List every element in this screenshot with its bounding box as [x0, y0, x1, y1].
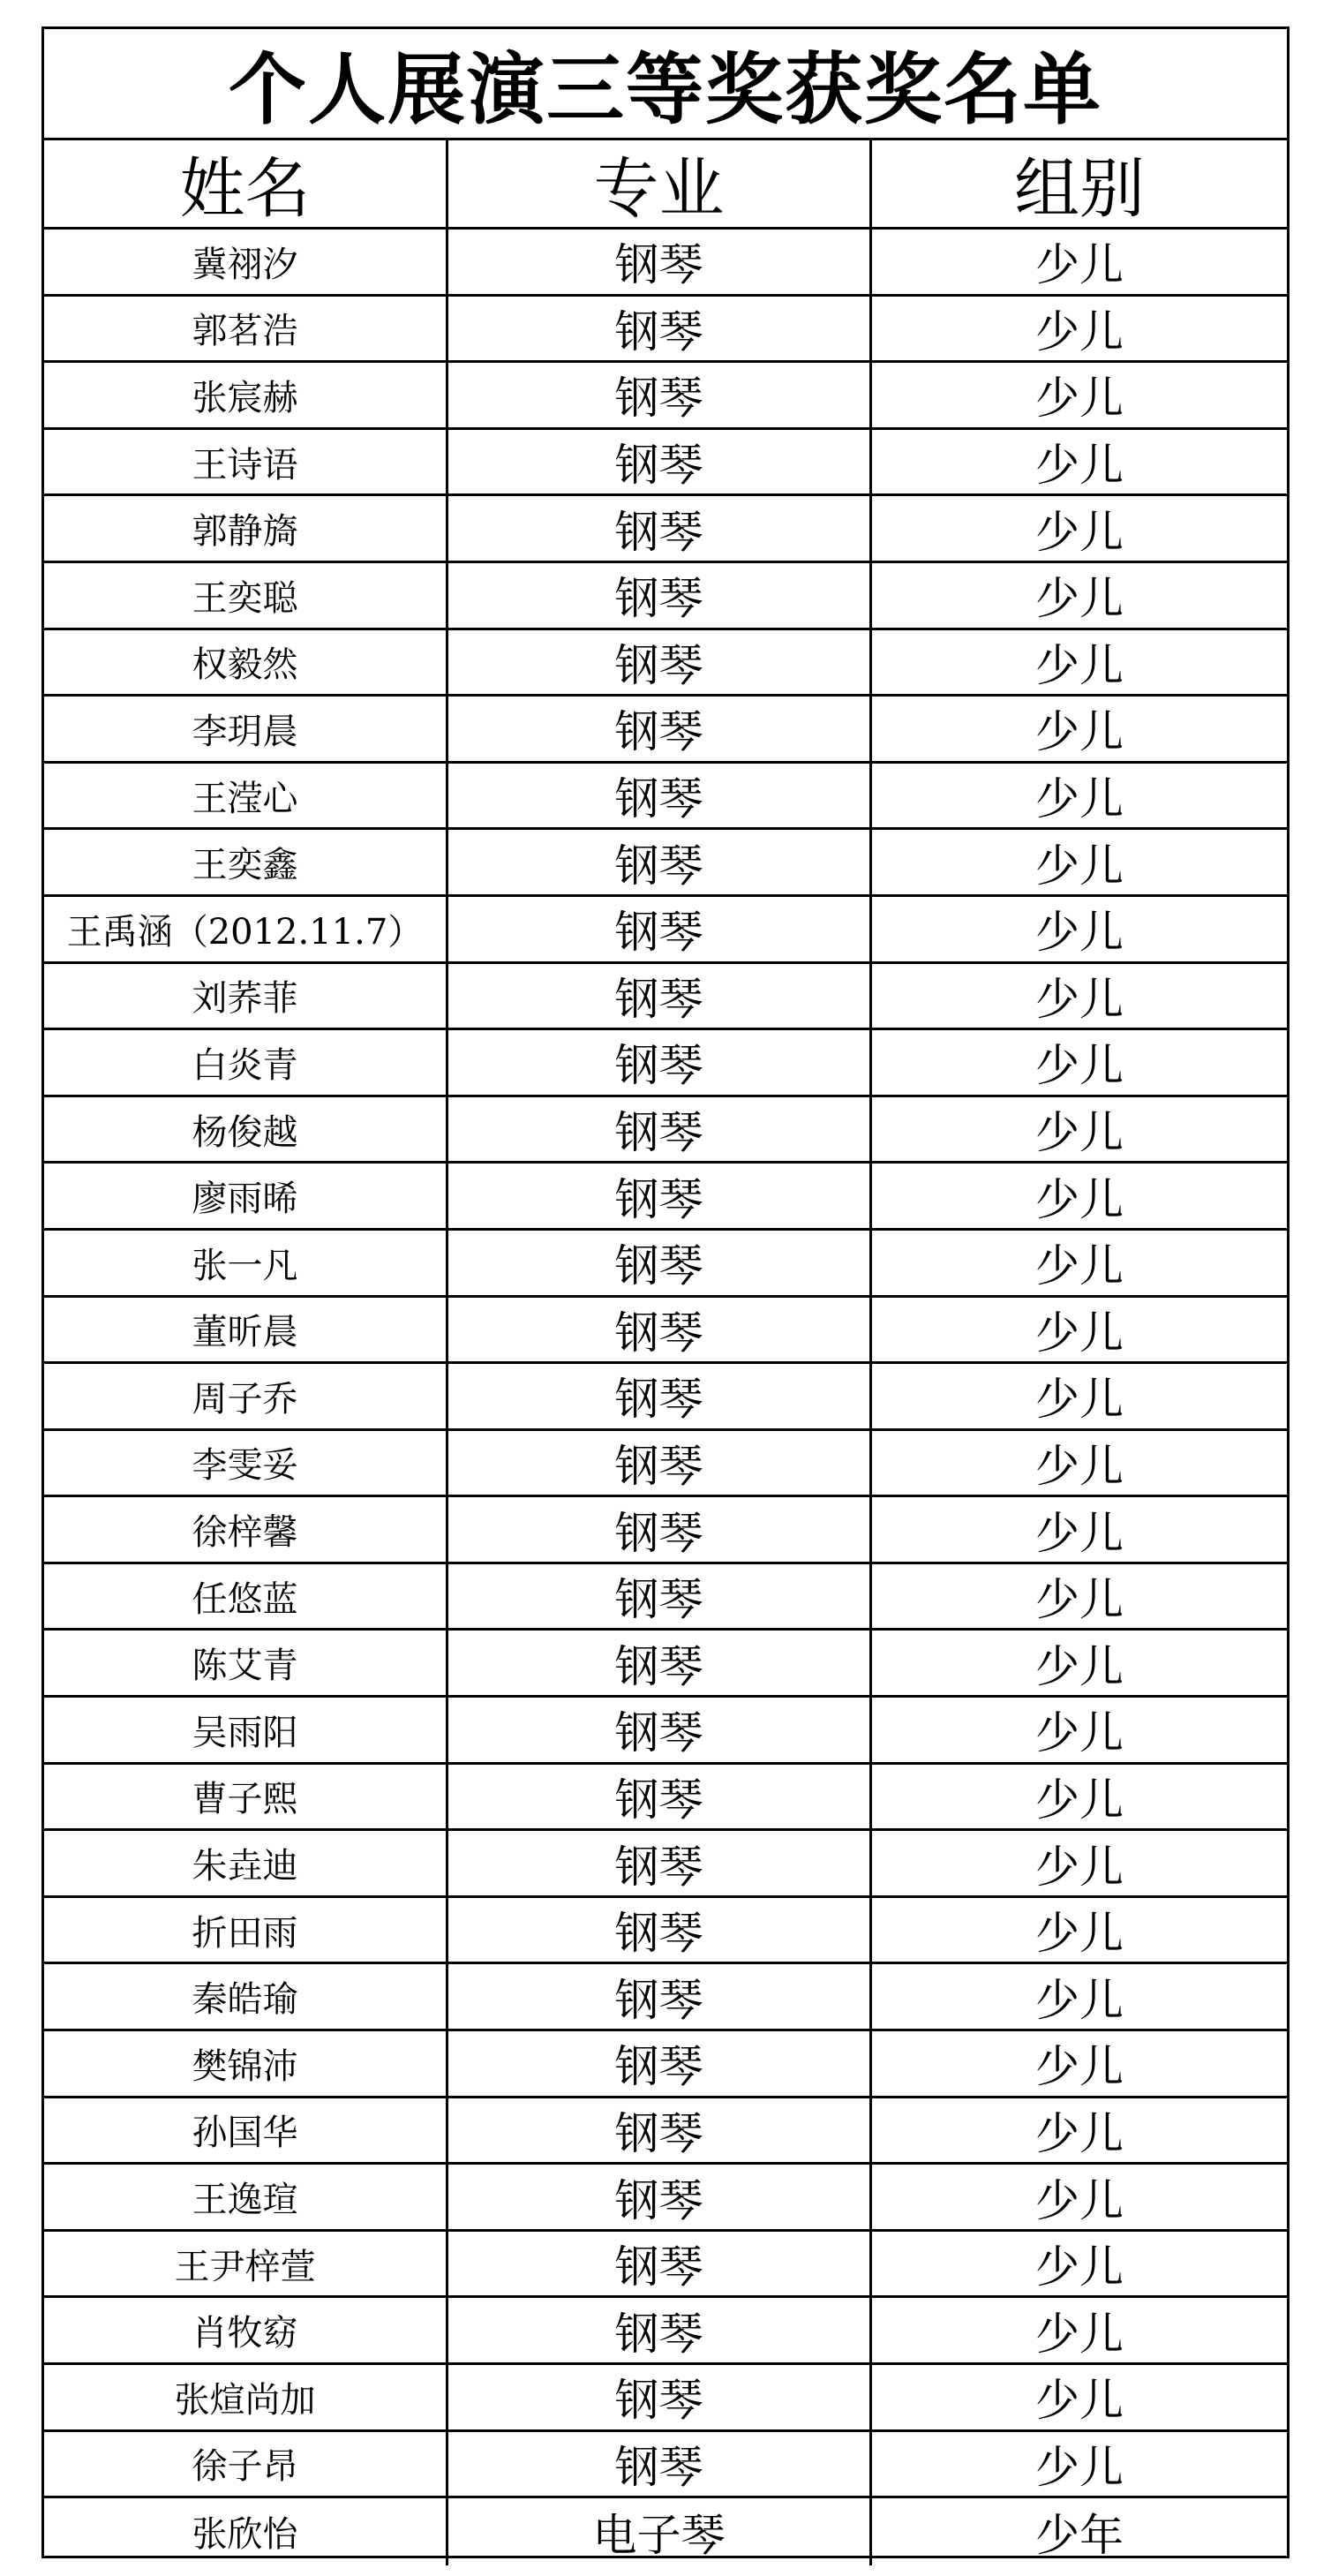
- cell-major: 钢琴: [448, 563, 872, 630]
- cell-group: 少儿: [872, 1030, 1287, 1097]
- cell-group: 少儿: [872, 430, 1287, 497]
- cell-group: 少儿: [872, 2098, 1287, 2165]
- cell-name: 徐子昂: [44, 2432, 448, 2499]
- cell-group: 少儿: [872, 1431, 1287, 1498]
- cell-major: 钢琴: [448, 764, 872, 831]
- cell-group: 少儿: [872, 830, 1287, 897]
- cell-major: 钢琴: [448, 2232, 872, 2299]
- cell-major: 钢琴: [448, 2432, 872, 2499]
- award-list-sheet: [41, 26, 1290, 2561]
- cell-major: 钢琴: [448, 2165, 872, 2232]
- cell-name: 张一凡: [44, 1231, 448, 1298]
- cell-major: 钢琴: [448, 1698, 872, 1765]
- award-table: [44, 140, 1287, 2565]
- page-title: 个人展演三等奖获奖名单: [44, 29, 1287, 140]
- cell-major: 钢琴: [448, 1431, 872, 1498]
- cell-group: 少儿: [872, 1231, 1287, 1298]
- cell-major: 钢琴: [448, 2298, 872, 2365]
- cell-name: 孙国华: [44, 2098, 448, 2165]
- cell-name: 王禹涵（2012.11.7）: [44, 897, 448, 964]
- cell-group: 少儿: [872, 1497, 1287, 1564]
- cell-name: 肖牧窈: [44, 2298, 448, 2365]
- cell-name: 郭茗浩: [44, 297, 448, 364]
- cell-major: 钢琴: [448, 2098, 872, 2165]
- cell-group: 少儿: [872, 1831, 1287, 1898]
- cell-group: 少儿: [872, 2432, 1287, 2499]
- cell-name: 李玥晨: [44, 697, 448, 764]
- cell-major: 钢琴: [448, 430, 872, 497]
- cell-name: 朱垚迪: [44, 1831, 448, 1898]
- cell-major: 钢琴: [448, 1097, 872, 1164]
- cell-group: 少儿: [872, 297, 1287, 364]
- cell-major: 钢琴: [448, 897, 872, 964]
- cell-major: 钢琴: [448, 1898, 872, 1965]
- cell-name: 权毅然: [44, 630, 448, 697]
- cell-name: 张欣怡: [44, 2498, 448, 2565]
- cell-name: 周子乔: [44, 1364, 448, 1431]
- cell-name: 王尹梓萱: [44, 2232, 448, 2299]
- cell-group: 少儿: [872, 630, 1287, 697]
- cell-major: 钢琴: [448, 1164, 872, 1231]
- cell-name: 王逸瑄: [44, 2165, 448, 2232]
- cell-major: 钢琴: [448, 2365, 872, 2432]
- cell-major: 钢琴: [448, 697, 872, 764]
- cell-major: 钢琴: [448, 630, 872, 697]
- cell-group: 少儿: [872, 897, 1287, 964]
- cell-group: 少儿: [872, 1364, 1287, 1431]
- cell-major: 钢琴: [448, 363, 872, 430]
- cell-name: 杨俊越: [44, 1097, 448, 1164]
- cell-group: 少儿: [872, 1564, 1287, 1631]
- cell-group: 少儿: [872, 2298, 1287, 2365]
- cell-name: 徐梓馨: [44, 1497, 448, 1564]
- cell-name: 王奕鑫: [44, 830, 448, 897]
- cell-name: 任悠蓝: [44, 1564, 448, 1631]
- cell-major: 钢琴: [448, 1564, 872, 1631]
- cell-major: 钢琴: [448, 2031, 872, 2098]
- cell-major: 钢琴: [448, 1298, 872, 1365]
- cell-name: 曹子熙: [44, 1765, 448, 1832]
- cell-name: 张宸赫: [44, 363, 448, 430]
- cell-major: 钢琴: [448, 1831, 872, 1898]
- cell-name: 董昕晨: [44, 1298, 448, 1365]
- cell-group: 少儿: [872, 764, 1287, 831]
- cell-group: 少儿: [872, 1097, 1287, 1164]
- cell-group: 少儿: [872, 2365, 1287, 2432]
- cell-major: 钢琴: [448, 496, 872, 563]
- cell-group: 少儿: [872, 964, 1287, 1031]
- cell-major: 钢琴: [448, 297, 872, 364]
- cell-major: 钢琴: [448, 1631, 872, 1698]
- column-header-major: 专业: [448, 140, 872, 230]
- cell-group: 少儿: [872, 1698, 1287, 1765]
- cell-name: 郭静旖: [44, 496, 448, 563]
- cell-name: 白炎青: [44, 1030, 448, 1097]
- cell-group: 少儿: [872, 697, 1287, 764]
- cell-name: 廖雨晞: [44, 1164, 448, 1231]
- cell-name: 冀祤汐: [44, 230, 448, 297]
- cell-group: 少儿: [872, 230, 1287, 297]
- cell-group: 少儿: [872, 496, 1287, 563]
- cell-major: 钢琴: [448, 1231, 872, 1298]
- cell-name: 王奕聪: [44, 563, 448, 630]
- cell-group: 少儿: [872, 2232, 1287, 2299]
- cell-group: 少儿: [872, 2031, 1287, 2098]
- cell-major: 钢琴: [448, 964, 872, 1031]
- cell-group: 少儿: [872, 1298, 1287, 1365]
- cell-group: 少儿: [872, 563, 1287, 630]
- cell-name: 吴雨阳: [44, 1698, 448, 1765]
- cell-major: 钢琴: [448, 1964, 872, 2031]
- cell-group: 少儿: [872, 363, 1287, 430]
- cell-name: 王滢心: [44, 764, 448, 831]
- cell-group: 少儿: [872, 2165, 1287, 2232]
- cell-major: 钢琴: [448, 230, 872, 297]
- cell-major: 钢琴: [448, 1030, 872, 1097]
- cell-name: 王诗语: [44, 430, 448, 497]
- cell-group: 少儿: [872, 1631, 1287, 1698]
- column-header-name: 姓名: [44, 140, 448, 230]
- cell-name: 陈艾青: [44, 1631, 448, 1698]
- cell-name: 李雯妥: [44, 1431, 448, 1498]
- cell-name: 刘荞菲: [44, 964, 448, 1031]
- cell-name: 张煊尚加: [44, 2365, 448, 2432]
- cell-group: 少儿: [872, 1765, 1287, 1832]
- cell-name: 秦皓瑜: [44, 1964, 448, 2031]
- cell-name: 樊锦沛: [44, 2031, 448, 2098]
- cell-major: 钢琴: [448, 830, 872, 897]
- cell-group: 少年: [1035, 2509, 1124, 2561]
- cell-group: 少儿: [872, 1964, 1287, 2031]
- cell-major: 钢琴: [448, 1765, 872, 1832]
- cell-group: 少儿: [872, 1898, 1287, 1965]
- column-header-group: 组别: [872, 140, 1287, 230]
- cell-name: 折田雨: [44, 1898, 448, 1965]
- cell-group: 少儿: [872, 1164, 1287, 1231]
- cell-major: 钢琴: [448, 1497, 872, 1564]
- cell-major: 电子琴: [448, 2498, 872, 2565]
- cell-major: 钢琴: [448, 1364, 872, 1431]
